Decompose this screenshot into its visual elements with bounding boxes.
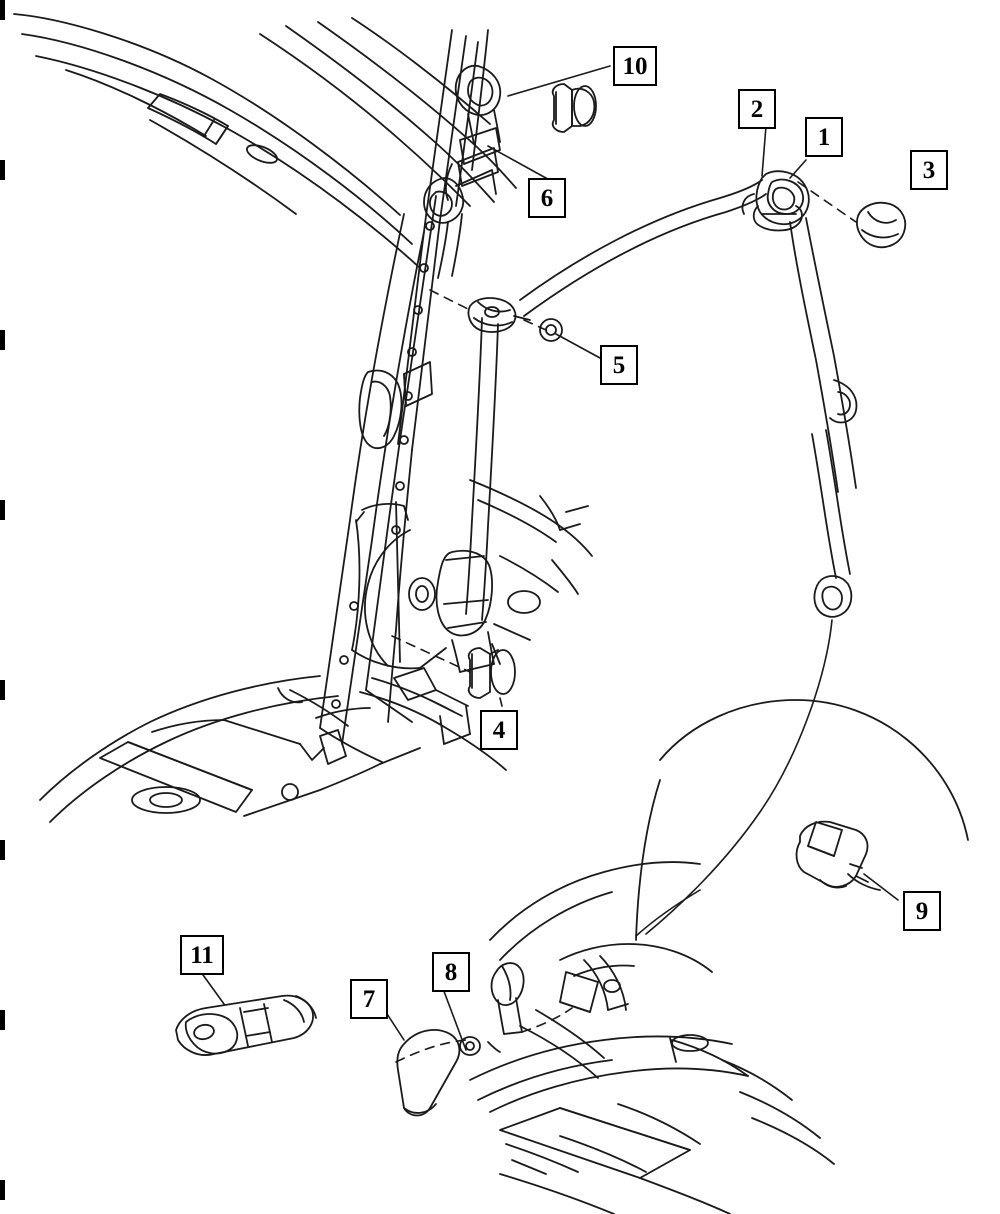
callout-7[interactable]: 7 (350, 979, 388, 1019)
margin-tick (0, 680, 5, 700)
margin-tick (0, 1010, 5, 1030)
seat-belt-webbing (466, 180, 857, 620)
floor-and-sill (40, 668, 506, 822)
margin-tick (0, 0, 5, 20)
margin-tick (0, 500, 5, 520)
spacer-5 (540, 319, 562, 341)
callout-8[interactable]: 8 (432, 952, 470, 992)
callout-3[interactable]: 3 (910, 150, 948, 190)
callout-5[interactable]: 5 (600, 345, 638, 385)
seat-belt-buckle (797, 822, 880, 890)
margin-tick (0, 330, 5, 350)
turning-loop-cover (857, 203, 905, 247)
margin-tick (0, 1180, 5, 1200)
callout-6[interactable]: 6 (528, 178, 566, 218)
callout-10[interactable]: 10 (613, 46, 657, 86)
callout-1[interactable]: 1 (805, 117, 843, 157)
bolt-10 (553, 84, 596, 132)
seat-frame (470, 862, 834, 1214)
margin-tick (0, 160, 5, 180)
callout-2[interactable]: 2 (738, 89, 776, 129)
callout-9[interactable]: 9 (903, 891, 941, 931)
margin-tick (0, 840, 5, 860)
latch-plate (176, 996, 316, 1055)
callout-4[interactable]: 4 (480, 710, 518, 750)
upper-anchor-bracket (468, 298, 530, 332)
roof-structure (14, 14, 516, 268)
callout-11[interactable]: 11 (180, 935, 224, 975)
